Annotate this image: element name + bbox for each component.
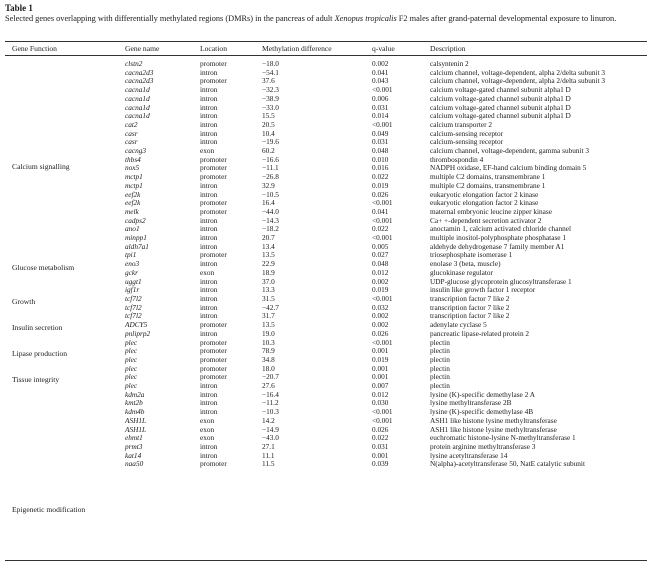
location-cell: intron	[200, 381, 218, 391]
gene-name-cell: plec	[125, 346, 138, 356]
location-cell: intron	[200, 328, 218, 338]
q-value-cell: 0.002	[372, 311, 389, 321]
description-cell: lysine acetyltransferase 14	[430, 450, 508, 460]
location-cell: intron	[200, 276, 218, 286]
description-cell: calcium channel, voltage-dependent, alpha 2/delta subunit 3	[430, 67, 606, 77]
description-cell: protein arginine methyltransferase 3	[430, 441, 536, 451]
group-label-growth: Growth	[12, 297, 36, 306]
location-cell: promoter	[200, 354, 227, 364]
table-row	[0, 260, 650, 269]
header-gene-function: Gene Function	[12, 44, 57, 53]
q-value-cell: 0.026	[372, 328, 389, 338]
data-table	[0, 60, 650, 469]
methylation-cell: 78.9	[262, 346, 275, 356]
description-cell: calcium channel, voltage-dependent, gamma subunit 3	[430, 146, 590, 156]
q-value-cell: 0.039	[372, 459, 389, 469]
description-cell: triosephosphate isomerase 1	[430, 250, 513, 260]
q-value-cell: 0.012	[372, 389, 389, 399]
description-cell: lysine (K)-specific demethylase 2 A	[430, 389, 535, 399]
location-cell: intron	[200, 407, 218, 417]
q-value-cell: <0.001	[372, 415, 393, 425]
q-value-cell: 0.041	[372, 206, 389, 216]
description-cell: eukaryotic elongation factor 2 kinase	[430, 189, 539, 199]
methylation-cell: 18.9	[262, 267, 275, 277]
gene-name-cell: mctp1	[125, 180, 143, 190]
methylation-cell: −18.0	[262, 59, 279, 68]
methylation-cell: 20.7	[262, 233, 275, 243]
gene-name-cell: pnliprp2	[125, 328, 151, 338]
description-cell: plectin	[430, 363, 450, 373]
gene-name-cell: gckr	[125, 267, 138, 277]
location-cell: intron	[200, 293, 218, 303]
table-row	[0, 312, 650, 321]
description-cell: insulin like growth factor 1 receptor	[430, 285, 536, 295]
table-row	[0, 173, 650, 182]
table-row	[0, 130, 650, 139]
gene-name-cell: plec	[125, 372, 138, 382]
location-cell: intron	[200, 389, 218, 399]
gene-name-cell: naa50	[125, 459, 144, 469]
methylation-cell: −44.0	[262, 206, 279, 216]
q-value-cell: <0.001	[372, 198, 393, 208]
gene-name-cell: plec	[125, 337, 138, 347]
gene-name-cell: ASH1L	[125, 424, 147, 434]
description-cell: multiple C2 domains, transmembrane 1	[430, 172, 546, 182]
methylation-cell: 60.2	[262, 146, 275, 156]
q-value-cell: 0.016	[372, 163, 389, 173]
gene-name-cell: casr	[125, 128, 138, 138]
methylation-cell: −18.2	[262, 224, 279, 234]
q-value-cell: 0.048	[372, 259, 389, 269]
methylation-cell: 37.6	[262, 76, 275, 86]
gene-name-cell: tcf7l2	[125, 302, 142, 312]
q-value-cell: 0.027	[372, 250, 389, 260]
gene-name-cell: thbs4	[125, 154, 141, 164]
q-value-cell: 0.019	[372, 180, 389, 190]
location-cell: promoter	[200, 198, 227, 208]
gene-name-cell: tpi1	[125, 250, 137, 260]
location-cell: promoter	[200, 163, 227, 173]
location-cell: intron	[200, 119, 218, 129]
gene-name-cell: eef2k	[125, 198, 141, 208]
methylation-cell: −43.0	[262, 433, 279, 443]
methylation-cell: 15.5	[262, 111, 275, 121]
methylation-cell: 37.0	[262, 276, 275, 286]
location-cell: exon	[200, 146, 215, 156]
q-value-cell: <0.001	[372, 85, 393, 95]
table-row	[0, 182, 650, 191]
table-row	[0, 330, 650, 339]
table-row	[0, 191, 650, 200]
q-value-cell: 0.019	[372, 354, 389, 364]
location-cell: intron	[200, 189, 218, 199]
gene-name-cell: cat2	[125, 119, 138, 129]
table-row	[0, 443, 650, 452]
description-cell: plectin	[430, 381, 450, 391]
location-cell: intron	[200, 224, 218, 234]
description-cell: aldehyde dehydrogenase 7 family member A1	[430, 241, 565, 251]
table-row	[0, 243, 650, 252]
q-value-cell: 0.001	[372, 346, 389, 356]
gene-name-cell: eno3	[125, 259, 140, 269]
gene-name-cell: tcf7l2	[125, 311, 142, 321]
table-row	[0, 399, 650, 408]
location-cell: intron	[200, 441, 218, 451]
q-value-cell: 0.031	[372, 102, 389, 112]
table-row	[0, 286, 650, 295]
header-q-value: q-value	[372, 44, 395, 53]
q-value-cell: 0.010	[372, 154, 389, 164]
gene-name-cell: ehmt1	[125, 433, 143, 443]
gene-name-cell: clstn2	[125, 59, 143, 68]
description-cell: lysine (K)-specific demethylase 4B	[430, 407, 534, 417]
description-cell: calcium voltage-gated channel subunit alpha1 D	[430, 102, 571, 112]
methylation-cell: 10.3	[262, 337, 275, 347]
table-row	[0, 164, 650, 173]
gene-name-cell: prmt3	[125, 441, 143, 451]
gene-name-cell: tcf7l2	[125, 293, 142, 303]
location-cell: promoter	[200, 320, 227, 330]
location-cell: exon	[200, 267, 215, 277]
description-cell: calsyntenin 2	[430, 59, 469, 68]
q-value-cell: 0.022	[372, 224, 389, 234]
location-cell: intron	[200, 137, 218, 147]
methylation-cell: −32.3	[262, 85, 279, 95]
q-value-cell: 0.048	[372, 146, 389, 156]
caption-species: Xenopus tropicalis	[334, 14, 397, 23]
description-cell: eukaryotic elongation factor 2 kinase	[430, 198, 539, 208]
methylation-cell: 11.5	[262, 459, 275, 469]
q-value-cell: 0.026	[372, 424, 389, 434]
location-cell: promoter	[200, 346, 227, 356]
location-cell: promoter	[200, 363, 227, 373]
methylation-cell: −10.3	[262, 407, 279, 417]
description-cell: plectin	[430, 354, 450, 364]
location-cell: intron	[200, 450, 218, 460]
methylation-cell: −42.7	[262, 302, 279, 312]
description-cell: calcium-sensing receptor	[430, 128, 504, 138]
description-cell: Ca+ +-dependent secretion activator 2	[430, 215, 542, 225]
methylation-cell: 22.9	[262, 259, 275, 269]
description-cell: calcium voltage-gated channel subunit alpha1 D	[430, 93, 571, 103]
q-value-cell: <0.001	[372, 215, 393, 225]
description-cell: transcription factor 7 like 2	[430, 302, 510, 312]
gene-name-cell: mctp1	[125, 172, 143, 182]
methylation-cell: −16.4	[262, 389, 279, 399]
table-row	[0, 208, 650, 217]
location-cell: promoter	[200, 372, 227, 382]
description-cell: transcription factor 7 like 2	[430, 293, 510, 303]
q-value-cell: 0.041	[372, 67, 389, 77]
methylation-cell: 14.2	[262, 415, 275, 425]
table-row	[0, 147, 650, 156]
table-row	[0, 321, 650, 330]
location-cell: intron	[200, 241, 218, 251]
description-cell: plectin	[430, 372, 450, 382]
description-cell: glucokinase regulator	[430, 267, 494, 277]
table-row	[0, 347, 650, 356]
description-cell: UDP-glucose glycoprotein glucosyltransferase 1	[430, 276, 572, 286]
location-cell: intron	[200, 93, 218, 103]
location-cell: intron	[200, 85, 218, 95]
gene-name-cell: casr	[125, 137, 138, 147]
q-value-cell: 0.002	[372, 59, 389, 68]
group-label-calcium: Calcium signalling	[12, 162, 70, 171]
methylation-cell: −33.0	[262, 102, 279, 112]
methylation-cell: 20.5	[262, 119, 275, 129]
group-label-tissue: Tissue integrity	[12, 375, 60, 384]
q-value-cell: 0.005	[372, 241, 389, 251]
q-value-cell: 0.030	[372, 398, 389, 408]
group-label-insulin: Insulin secretion	[12, 323, 63, 332]
gene-name-cell: kdm2a	[125, 389, 145, 399]
methylation-cell: 32.9	[262, 180, 275, 190]
table-row	[0, 121, 650, 130]
header-location: Location	[200, 44, 227, 53]
table-row	[0, 199, 650, 208]
table-row	[0, 373, 650, 382]
gene-name-cell: igf1r	[125, 285, 140, 295]
q-value-cell: <0.001	[372, 233, 393, 243]
location-cell: exon	[200, 415, 215, 425]
table-row	[0, 460, 650, 469]
gene-name-cell: uggt1	[125, 276, 142, 286]
table-row	[0, 356, 650, 365]
q-value-cell: 0.001	[372, 372, 389, 382]
location-cell: intron	[200, 180, 218, 190]
table-row	[0, 365, 650, 374]
methylation-cell: 13.3	[262, 285, 275, 295]
description-cell: anoctamin 1, calcium activated chloride channel	[430, 224, 572, 234]
methylation-cell: 13.4	[262, 241, 275, 251]
q-value-cell: 0.006	[372, 93, 389, 103]
q-value-cell: 0.019	[372, 285, 389, 295]
q-value-cell: <0.001	[372, 337, 393, 347]
caption-text-before: Selected genes overlapping with differentially methylated regions (DMRs) in the pancreas of adult	[5, 14, 335, 23]
location-cell: intron	[200, 67, 218, 77]
methylation-cell: −38.9	[262, 93, 279, 103]
location-cell: promoter	[200, 59, 227, 68]
description-cell: euchromatic histone-lysine N-methyltransferase 1	[430, 433, 576, 443]
gene-name-cell: ano1	[125, 224, 140, 234]
methylation-cell: −11.1	[262, 163, 279, 173]
methylation-cell: −19.6	[262, 137, 279, 147]
q-value-cell: 0.031	[372, 441, 389, 451]
q-value-cell: 0.012	[372, 267, 389, 277]
group-label-glucose: Glucose metabolism	[12, 263, 75, 272]
description-cell: ASH1 like histone lysine methyltransferase	[430, 424, 557, 434]
location-cell: intron	[200, 311, 218, 321]
group-label-epigenetic: Epigenetic modification	[12, 505, 86, 514]
description-cell: enolase 3 (beta, muscle)	[430, 259, 501, 269]
table-row	[0, 434, 650, 443]
gene-name-cell: ADCY5	[125, 320, 148, 330]
description-cell: multiple C2 domains, transmembrane 1	[430, 180, 546, 190]
location-cell: intron	[200, 302, 218, 312]
methylation-cell: −26.8	[262, 172, 279, 182]
location-cell: intron	[200, 259, 218, 269]
methylation-cell: 27.1	[262, 441, 275, 451]
gene-name-cell: melk	[125, 206, 139, 216]
header-bottom-rule	[5, 55, 647, 56]
methylation-cell: 13.5	[262, 250, 275, 260]
location-cell: intron	[200, 398, 218, 408]
table-row	[0, 278, 650, 287]
gene-name-cell: cacna1d	[125, 93, 150, 103]
location-cell: intron	[200, 285, 218, 295]
methylation-cell: 16.4	[262, 198, 275, 208]
location-cell: intron	[200, 233, 218, 243]
table-row	[0, 382, 650, 391]
gene-name-cell: cacna1d	[125, 85, 150, 95]
location-cell: promoter	[200, 250, 227, 260]
gene-name-cell: nox5	[125, 163, 140, 173]
description-cell: pancreatic lipase-related protein 2	[430, 328, 530, 338]
gene-name-cell: kat14	[125, 450, 142, 460]
q-value-cell: 0.007	[372, 381, 389, 391]
q-value-cell: <0.001	[372, 293, 393, 303]
description-cell: maternal embryonic leucine zipper kinase	[430, 206, 552, 216]
q-value-cell: 0.001	[372, 450, 389, 460]
header-description: Description	[430, 44, 466, 53]
header-gene-name: Gene name	[125, 44, 160, 53]
q-value-cell: 0.026	[372, 189, 389, 199]
q-value-cell: 0.031	[372, 137, 389, 147]
location-cell: intron	[200, 111, 218, 121]
methylation-cell: 27.6	[262, 381, 275, 391]
table-row	[0, 112, 650, 121]
description-cell: lysine methyltransferase 2B	[430, 398, 512, 408]
location-cell: intron	[200, 215, 218, 225]
gene-name-cell: plec	[125, 354, 138, 364]
gene-name-cell: ASH1L	[125, 415, 147, 425]
methylation-cell: −20.7	[262, 372, 279, 382]
methylation-cell: −10.5	[262, 189, 279, 199]
gene-name-cell: cacna1d	[125, 102, 150, 112]
gene-name-cell: kmt2b	[125, 398, 143, 408]
caption-text-after: F2 males after grand-paternal developmental exposure to linuron.	[396, 14, 617, 23]
q-value-cell: 0.002	[372, 320, 389, 330]
description-cell: transcription factor 7 like 2	[430, 311, 510, 321]
methylation-cell: 19.0	[262, 328, 275, 338]
q-value-cell: 0.049	[372, 128, 389, 138]
gene-name-cell: minpp1	[125, 233, 147, 243]
description-cell: plectin	[430, 346, 450, 356]
methylation-cell: 10.4	[262, 128, 275, 138]
location-cell: promoter	[200, 337, 227, 347]
q-value-cell: 0.014	[372, 111, 389, 121]
gene-name-cell: cacna1d	[125, 111, 150, 121]
table-row	[0, 304, 650, 313]
description-cell: ASH1 like histone lysine methyltransferase	[430, 415, 557, 425]
methylation-cell: 11.1	[262, 450, 275, 460]
gene-name-cell: plec	[125, 363, 138, 373]
description-cell: thrombospondin 4	[430, 154, 484, 164]
caption-text	[5, 14, 647, 24]
q-value-cell: 0.022	[372, 433, 389, 443]
gene-name-cell: cacng3	[125, 146, 147, 156]
location-cell: promoter	[200, 206, 227, 216]
q-value-cell: <0.001	[372, 407, 393, 417]
table-caption	[5, 3, 647, 24]
description-cell: calcium voltage-gated channel subunit alpha1 D	[430, 85, 571, 95]
description-cell: calcium voltage-gated channel subunit alpha1 D	[430, 111, 571, 121]
location-cell: promoter	[200, 172, 227, 182]
table-row	[0, 391, 650, 400]
location-cell: promoter	[200, 154, 227, 164]
description-cell: calcium transporter 2	[430, 119, 492, 129]
description-cell: NADPH oxidase, EF-hand calcium binding domain 5	[430, 163, 587, 173]
methylation-cell: −14.3	[262, 215, 279, 225]
table-bottom-rule	[5, 560, 647, 561]
header-methylation-difference: Methylation difference	[262, 44, 332, 53]
methylation-cell: 13.5	[262, 320, 275, 330]
table-label: Table 1	[5, 3, 33, 13]
data-table-body	[0, 60, 650, 469]
methylation-cell: −11.2	[262, 398, 279, 408]
methylation-cell: −14.9	[262, 424, 279, 434]
group-label-lipase: Lipase production	[12, 349, 68, 358]
methylation-cell: 31.5	[262, 293, 275, 303]
location-cell: promoter	[200, 76, 227, 86]
methylation-cell: 18.0	[262, 363, 275, 373]
location-cell: intron	[200, 102, 218, 112]
methylation-cell: 34.8	[262, 354, 275, 364]
location-cell: exon	[200, 433, 215, 443]
table-row	[0, 251, 650, 260]
gene-name-cell: cacna2d3	[125, 67, 154, 77]
location-cell: intron	[200, 128, 218, 138]
gene-name-cell: cacna2d3	[125, 76, 154, 86]
table-row	[0, 339, 650, 348]
methylation-cell: −54.1	[262, 67, 279, 77]
gene-name-cell: plec	[125, 381, 138, 391]
q-value-cell: 0.002	[372, 276, 389, 286]
location-cell: promoter	[200, 459, 227, 469]
gene-name-cell: aldh7a1	[125, 241, 149, 251]
description-cell: multiple inositol-polyphosphate phosphatase 1	[430, 233, 566, 243]
description-cell: calcium channel, voltage-dependent, alpha 2/delta subunit 3	[430, 76, 606, 86]
header-top-rule	[5, 41, 647, 42]
q-value-cell: 0.022	[372, 172, 389, 182]
q-value-cell: 0.032	[372, 302, 389, 312]
methylation-cell: 31.7	[262, 311, 275, 321]
q-value-cell: 0.043	[372, 76, 389, 86]
gene-name-cell: kdm4b	[125, 407, 145, 417]
description-cell: plectin	[430, 337, 450, 347]
methylation-cell: −16.6	[262, 154, 279, 164]
gene-name-cell: cadps2	[125, 215, 146, 225]
table-row	[0, 295, 650, 304]
q-value-cell: 0.001	[372, 363, 389, 373]
gene-name-cell: eef2k	[125, 189, 141, 199]
location-cell: exon	[200, 424, 215, 434]
q-value-cell: <0.001	[372, 119, 393, 129]
description-cell: calcium-sensing receptor	[430, 137, 504, 147]
description-cell: N(alpha)-acetyltransferase 50, NatE catalytic subunit	[430, 459, 585, 469]
description-cell: adenylate cyclase 5	[430, 320, 487, 330]
